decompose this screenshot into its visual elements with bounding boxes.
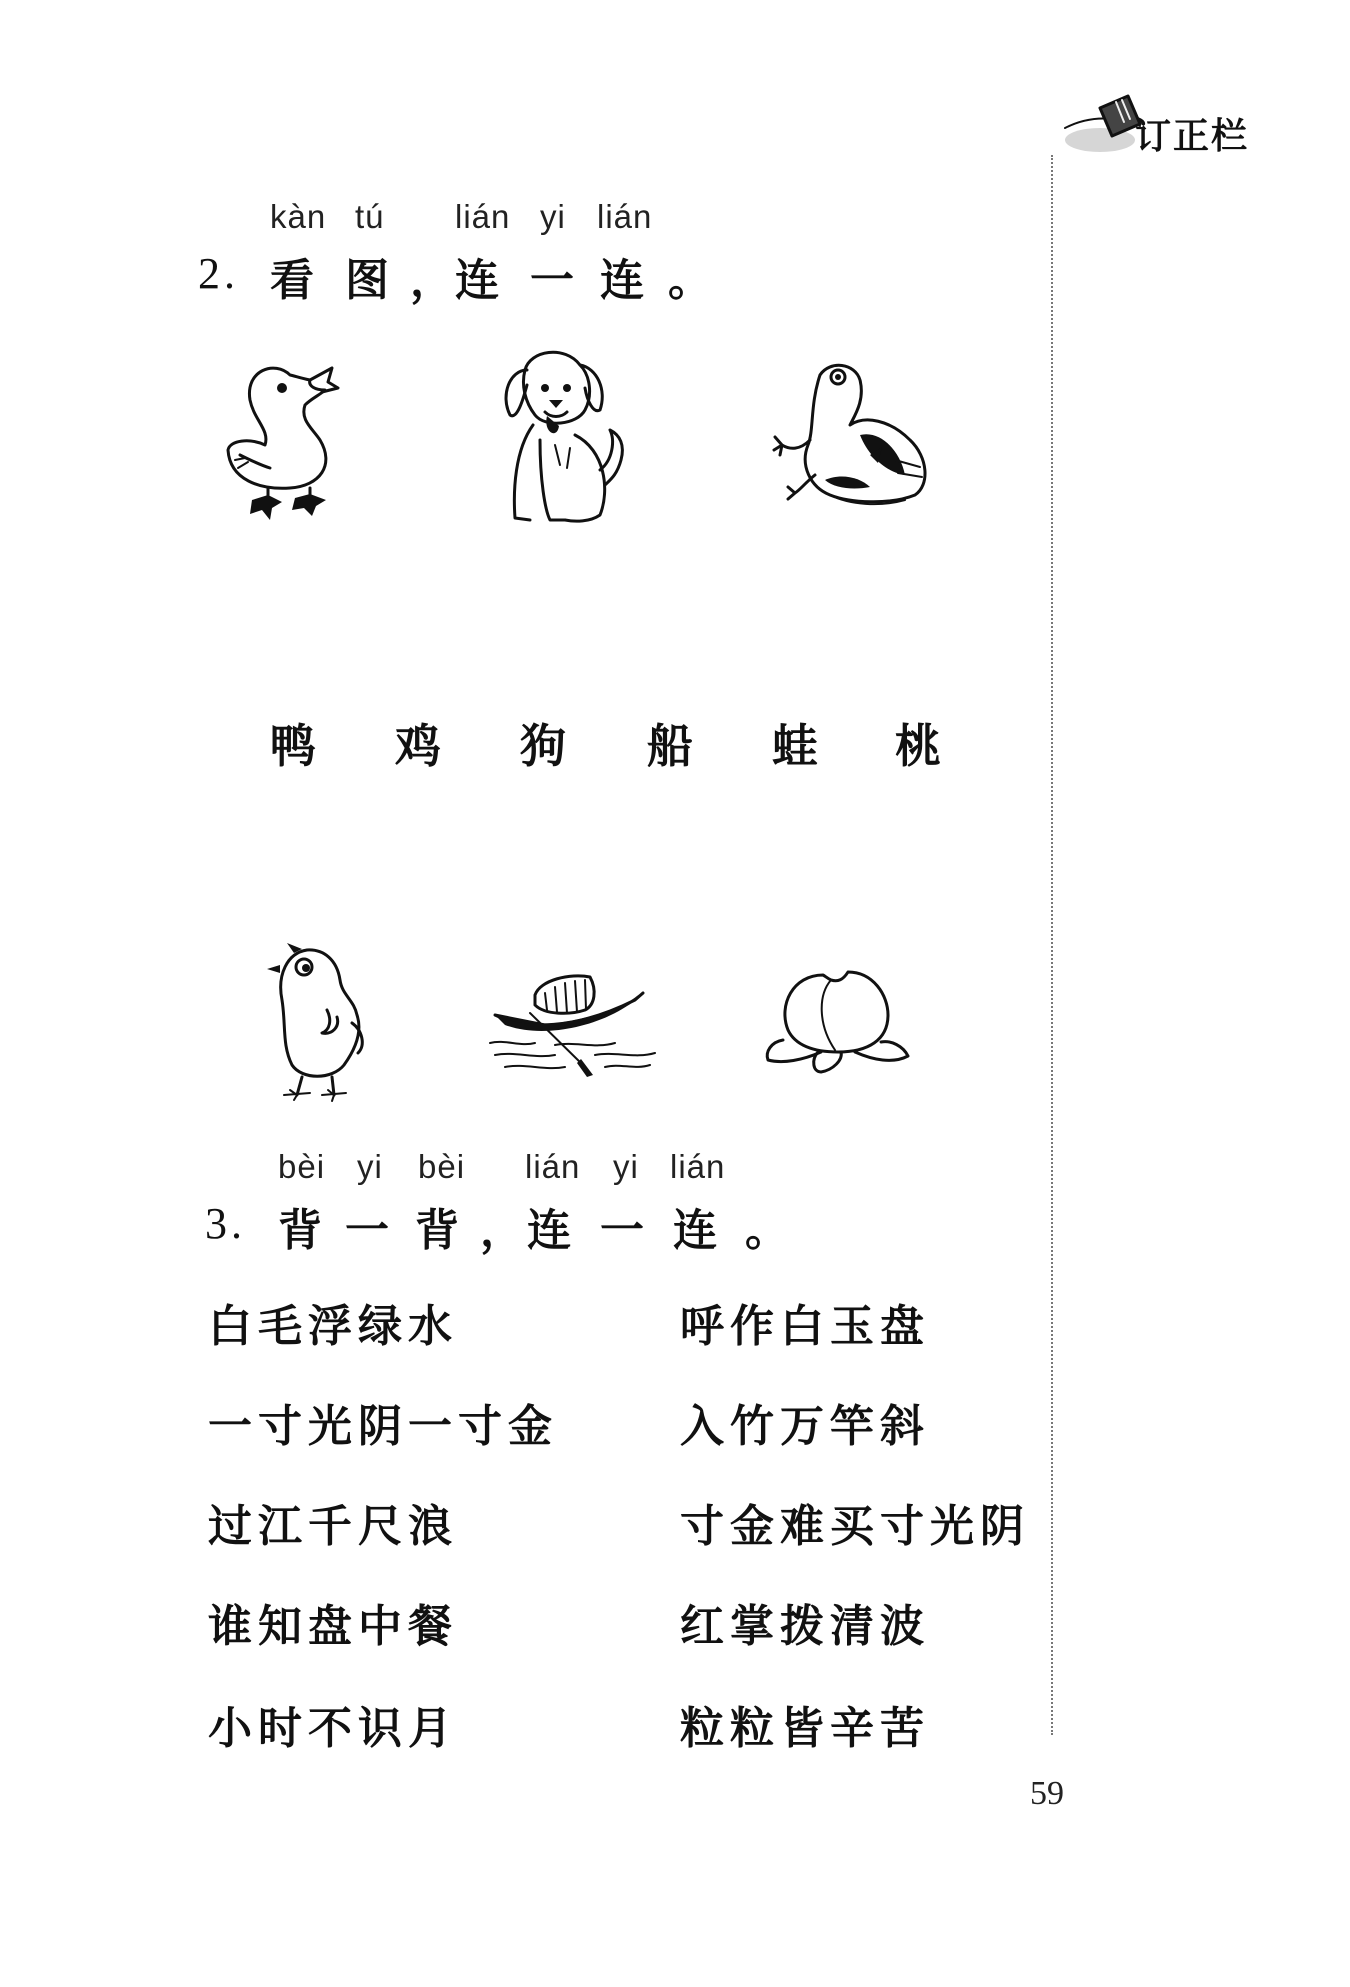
q2-title-char: ， <box>410 255 458 306</box>
q2-title-char: 。 <box>668 255 716 306</box>
q3-title-char: 。 <box>745 1205 793 1256</box>
q3-title-char: 一 <box>345 1205 393 1256</box>
q3-title-char: ， <box>480 1205 528 1256</box>
pinyin-bei-1: bèi <box>278 1148 326 1185</box>
pinyin-tu: tú <box>355 198 385 235</box>
correction-divider <box>1051 155 1053 1735</box>
q2-title-char: 连 <box>455 255 503 306</box>
question-2-number: 2. <box>198 249 239 298</box>
pinyin-lian-2: lián <box>670 1148 726 1185</box>
word-boat: 船 <box>647 719 693 773</box>
poem-right-line: 寸金难买寸光阴 <box>680 1501 1030 1552</box>
poem-right-line: 粒粒皆辛苦 <box>680 1703 930 1754</box>
word-frog: 蛙 <box>772 719 818 773</box>
word-peach: 桃 <box>895 719 941 773</box>
pinyin-yi-1: yi <box>357 1148 383 1185</box>
pinyin-lian-1: lián <box>455 198 511 235</box>
page-number: 59 <box>1030 1775 1064 1812</box>
correction-column-title: 订正栏 <box>1135 116 1250 157</box>
word-duck: 鸭 <box>270 719 316 773</box>
pinyin-yi-2: yi <box>613 1148 639 1185</box>
q3-title-char: 连 <box>527 1205 575 1256</box>
q2-title-char: 一 <box>530 255 578 306</box>
chick-icon <box>262 935 372 1105</box>
poem-right-line: 入竹万竿斜 <box>680 1401 930 1452</box>
q3-title-char: 一 <box>600 1205 648 1256</box>
q3-title-char: 背 <box>278 1205 326 1256</box>
poem-left-line: 一寸光阴一寸金 <box>208 1401 558 1452</box>
q3-title-char: 背 <box>415 1205 463 1256</box>
poem-left-line: 谁知盘中餐 <box>208 1601 458 1652</box>
poem-left-line: 过江千尺浪 <box>208 1501 458 1552</box>
boat-icon <box>485 955 660 1080</box>
question-3-number: 3. <box>205 1199 246 1248</box>
word-chicken: 鸡 <box>395 719 441 773</box>
dog-icon <box>485 340 635 540</box>
pinyin-lian-1: lián <box>525 1148 581 1185</box>
q2-title-char: 看 <box>270 255 318 306</box>
peach-icon <box>763 960 913 1080</box>
pinyin-lian-2: lián <box>597 198 653 235</box>
poem-left-line: 小时不识月 <box>208 1703 458 1754</box>
pinyin-kan: kàn <box>270 198 327 235</box>
q2-title-char: 图 <box>345 255 393 306</box>
poem-right-line: 红掌拨清波 <box>680 1601 930 1652</box>
poem-left-line: 白毛浮绿水 <box>208 1301 458 1352</box>
pinyin-yi: yi <box>540 198 566 235</box>
word-dog: 狗 <box>520 719 566 773</box>
pinyin-bei-2: bèi <box>418 1148 466 1185</box>
poem-right-line: 呼作白玉盘 <box>680 1301 930 1352</box>
q3-title-char: 连 <box>673 1205 721 1256</box>
q2-title-char: 连 <box>600 255 648 306</box>
frog-icon <box>770 355 940 525</box>
duck-icon <box>220 350 350 530</box>
